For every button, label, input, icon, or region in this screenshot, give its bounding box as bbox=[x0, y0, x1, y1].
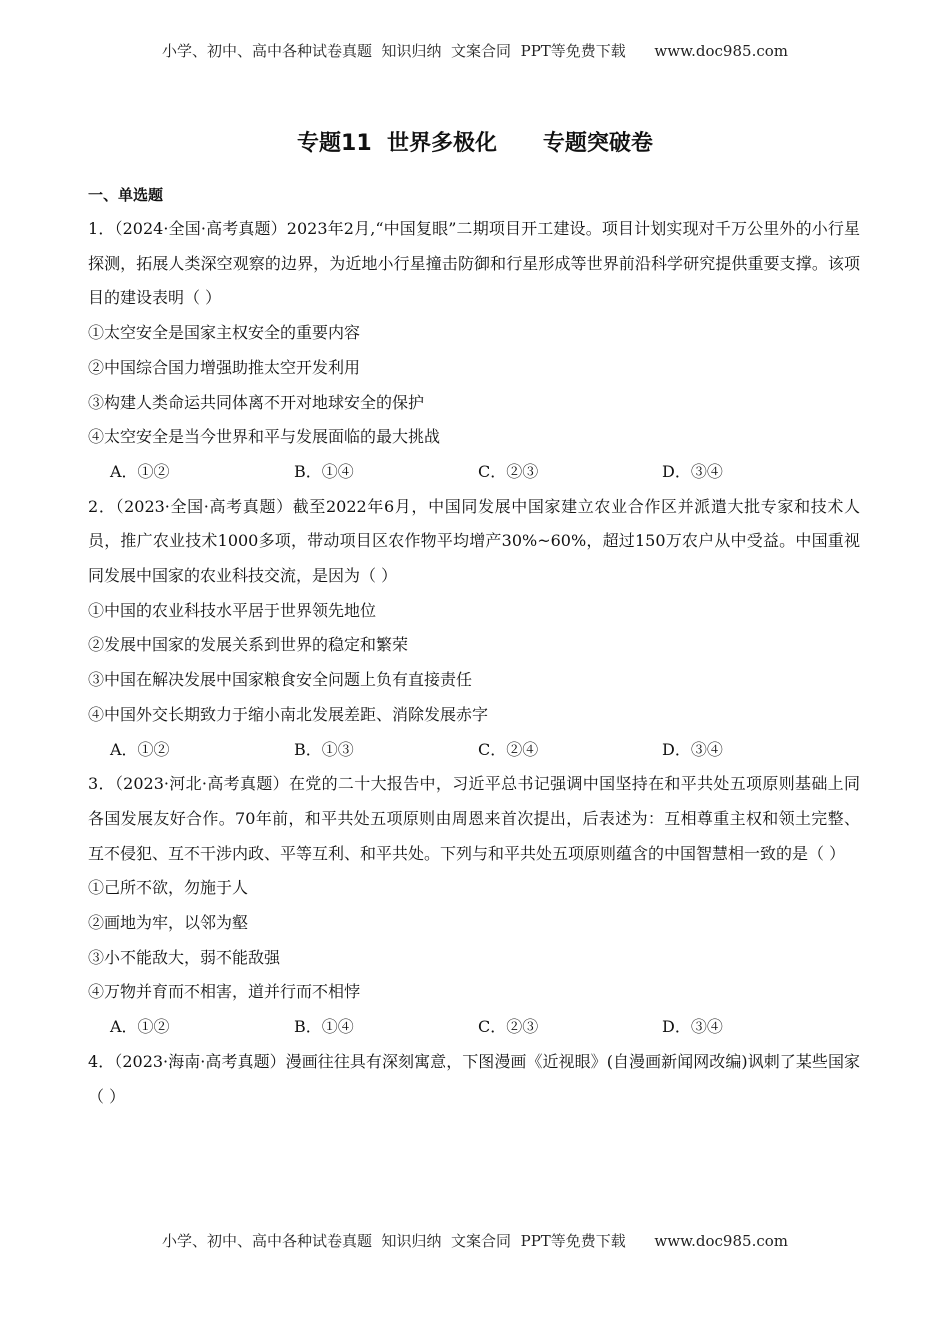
option-a: A．①② bbox=[110, 739, 170, 759]
option-d: D．③④ bbox=[662, 739, 723, 759]
question-4 bbox=[88, 1045, 860, 1114]
question-stem: 2．（2023·全国·高考真题）截至2022年6月，中国同发展中国家建立农业合作区并派遣大批专家和技术人员，推广农业技术1000多项，带动项目区农作物平均增产30%~60%，超过150万农户从中受益。中国重视同发展中国家的农业科技交流，是因为（ ） bbox=[88, 496, 860, 586]
page-header: 小学、初中、高中各种试卷真题 知识归纳 文案合同 PPT等免费下载 www.doc985.com bbox=[161, 42, 788, 60]
statement: ①太空安全是国家主权安全的重要内容 bbox=[88, 323, 361, 343]
option-b: B．①④ bbox=[294, 1017, 354, 1037]
statement: ④万物并育而不相害，道并行而不相悖 bbox=[88, 982, 361, 1002]
answer-options bbox=[88, 455, 860, 490]
option-d: D．③④ bbox=[662, 461, 723, 481]
section-heading: 一、单选题 bbox=[88, 186, 164, 204]
statement: ③小不能敌大，弱不能敌强 bbox=[88, 947, 281, 967]
answer-options bbox=[88, 733, 860, 768]
option-c: C．②③ bbox=[478, 461, 539, 481]
statement: ②发展中国家的发展关系到世界的稳定和繁荣 bbox=[88, 635, 409, 655]
option-b: B．①③ bbox=[294, 739, 354, 759]
question-2 bbox=[88, 490, 860, 768]
statement: ③中国在解决发展中国家粮食安全问题上负有直接责任 bbox=[88, 670, 473, 690]
question-list bbox=[88, 212, 860, 1114]
question-stem: 4．（2023·海南·高考真题）漫画往往具有深刻寓意，下图漫画《近视眼》(自漫画新闻网改编)讽刺了某些国家（ ） bbox=[88, 1051, 860, 1106]
question-3 bbox=[88, 767, 860, 1045]
option-a: A．①② bbox=[110, 461, 170, 481]
option-c: C．②④ bbox=[478, 739, 539, 759]
statement: ④中国外交长期致力于缩小南北发展差距、消除发展赤字 bbox=[88, 704, 489, 724]
option-b: B．①④ bbox=[294, 461, 354, 481]
statement: ②画地为牢，以邻为壑 bbox=[88, 913, 249, 933]
answer-options bbox=[88, 1010, 860, 1045]
option-d: D．③④ bbox=[662, 1017, 723, 1037]
statement: ②中国综合国力增强助推太空开发利用 bbox=[88, 357, 361, 377]
option-c: C．②③ bbox=[478, 1017, 539, 1037]
page-title: 专题11 世界多极化 专题突破卷 bbox=[297, 131, 653, 156]
page-footer: 小学、初中、高中各种试卷真题 知识归纳 文案合同 PPT等免费下载 www.doc985.com bbox=[161, 1232, 788, 1250]
question-1 bbox=[88, 212, 860, 490]
statement: ①己所不欲，勿施于人 bbox=[88, 878, 249, 898]
question-stem: 1．（2024·全国·高考真题）2023年2月,“中国复眼”二期项目开工建设。项目计划实现对千万公里外的小行星探测，拓展人类深空观察的边界，为近地小行星撞击防御和行星形成等世界前沿科学研究提供重要支撑。该项目的建设表明（ ） bbox=[88, 219, 860, 308]
statement: ③构建人类命运共同体离不开对地球安全的保护 bbox=[88, 392, 425, 412]
question-stem: 3．（2023·河北·高考真题）在党的二十大报告中，习近平总书记强调中国坚持在和平共处五项原则基础上同各国发展友好合作。70年前，和平共处五项原则由周恩来首次提出，后表述为：互相尊重主权和领土完整、互不侵犯、互不干涉内政、平等互利、和平共处。下列与和平共处五项原则蕴含的中国智慧相一致的是（ ） bbox=[88, 774, 860, 863]
option-a: A．①② bbox=[110, 1017, 170, 1037]
statement: ①中国的农业科技水平居于世界领先地位 bbox=[88, 600, 377, 620]
statement: ④太空安全是当今世界和平与发展面临的最大挑战 bbox=[88, 427, 441, 447]
